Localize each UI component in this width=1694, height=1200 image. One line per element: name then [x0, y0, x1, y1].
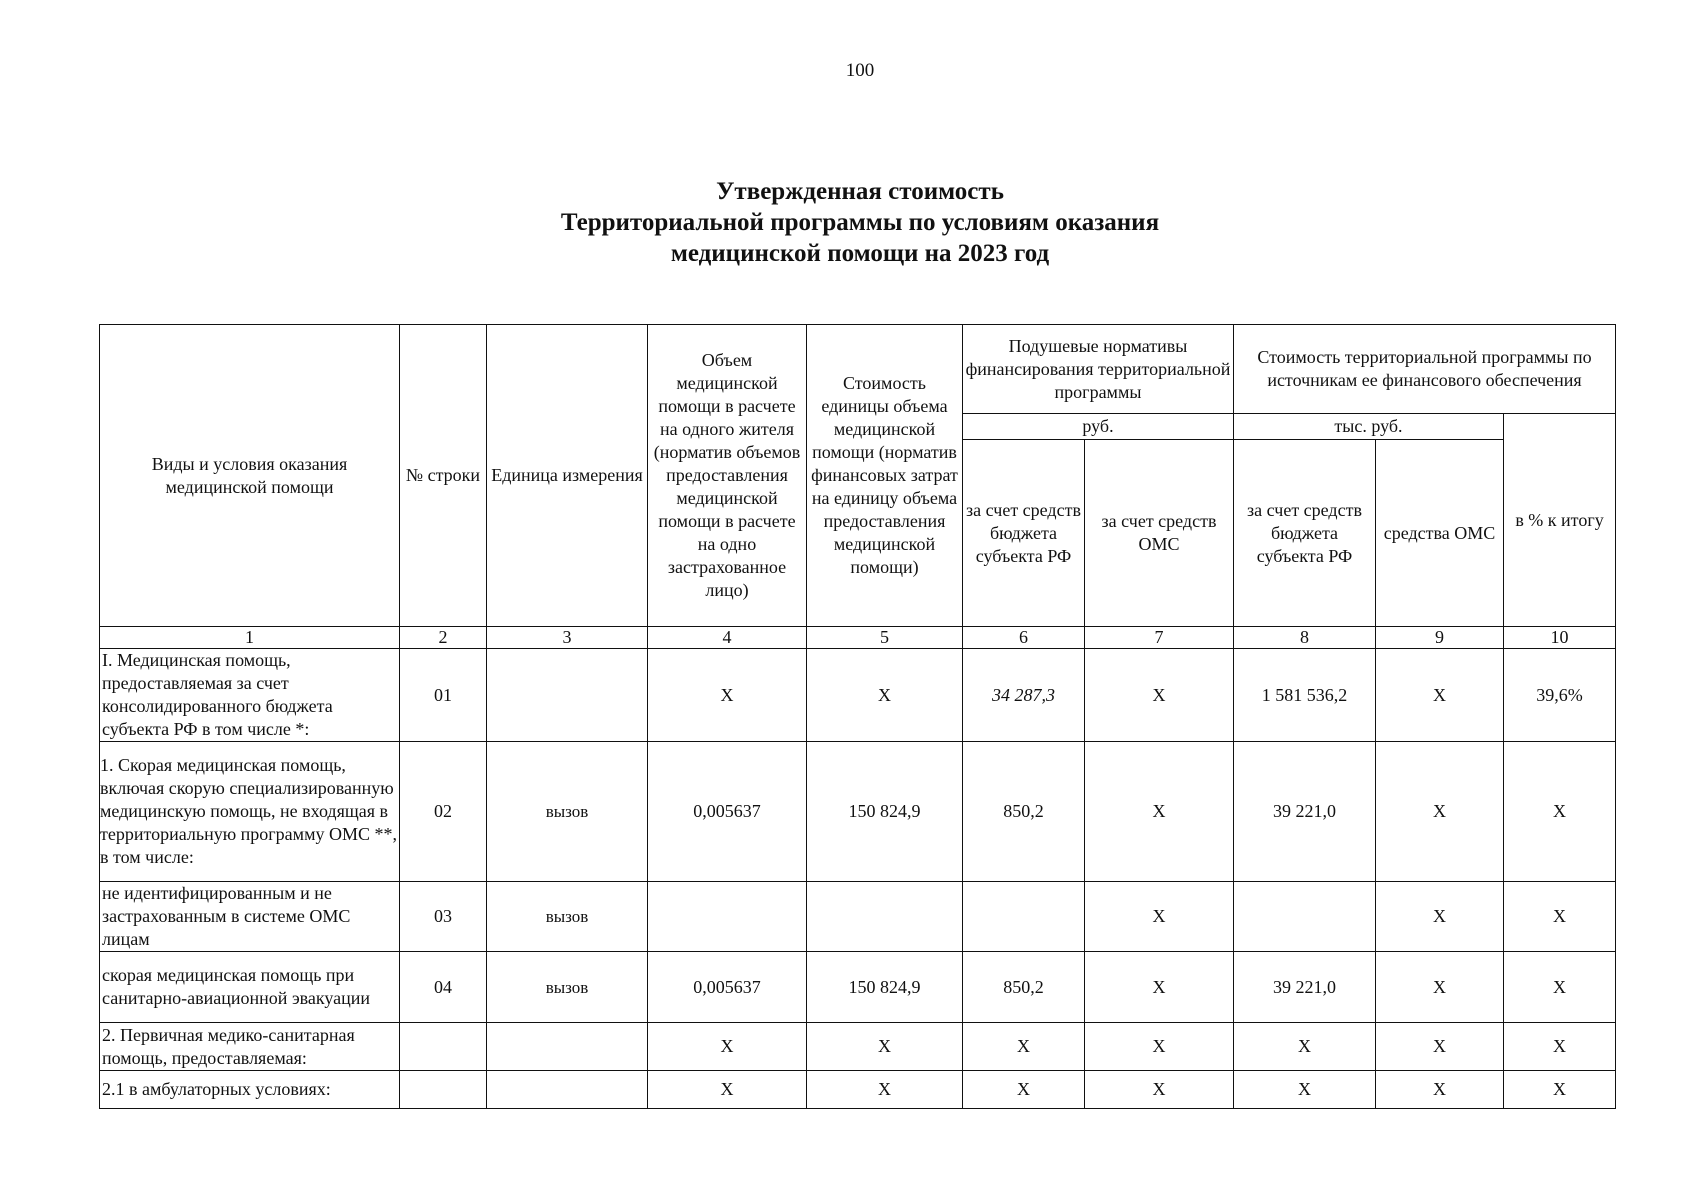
column-number: 7	[1085, 627, 1234, 649]
column-number: 5	[807, 627, 963, 649]
row-cost-oms: X	[1376, 1071, 1504, 1109]
row-cost-oms: X	[1376, 649, 1504, 742]
header-volume: Объем медицинской помощи в расчете на одного жителя (норматив объемов предоставления медицинской помощи в расчете на одно застрахованное лицо)	[648, 325, 807, 627]
row-cost-budget: 39 221,0	[1234, 742, 1376, 882]
row-per-capita-oms: X	[1085, 882, 1234, 952]
row-cost-oms: X	[1376, 882, 1504, 952]
header-per-capita-unit: руб.	[963, 414, 1234, 440]
table-row	[100, 952, 1616, 1023]
row-per-capita-budget: 34 287,3	[963, 649, 1085, 742]
row-line-number: 02	[400, 742, 487, 882]
row-cost-oms: X	[1376, 742, 1504, 882]
table-row	[100, 1071, 1616, 1109]
row-unit-cost	[807, 882, 963, 952]
column-number: 10	[1504, 627, 1616, 649]
column-number: 4	[648, 627, 807, 649]
column-number: 1	[100, 627, 400, 649]
row-name: не идентифицированным и не застрахованным в системе ОМС лицам	[100, 882, 400, 952]
row-volume: X	[648, 1071, 807, 1109]
header-unit-cost: Стоимость единицы объема медицинской помощи (норматив финансовых затрат на единицу объема предоставления медицинской помощи)	[807, 325, 963, 627]
header-cost-budget: за счет средств бюджета субъекта РФ	[1234, 440, 1376, 627]
row-unit	[487, 649, 648, 742]
header-kinds-conditions: Виды и условия оказания медицинской помощи	[100, 325, 400, 627]
row-cost-budget: X	[1234, 1071, 1376, 1109]
row-unit: вызов	[487, 882, 648, 952]
row-cost-budget	[1234, 882, 1376, 952]
row-percent: X	[1504, 1023, 1616, 1071]
row-per-capita-oms: X	[1085, 1023, 1234, 1071]
row-percent: 39,6%	[1504, 649, 1616, 742]
row-unit	[487, 1071, 648, 1109]
row-cost-oms: X	[1376, 1023, 1504, 1071]
row-per-capita-oms: X	[1085, 742, 1234, 882]
row-percent: X	[1504, 882, 1616, 952]
row-line-number: 03	[400, 882, 487, 952]
header-per-capita-oms: за счет средств ОМС	[1085, 440, 1234, 627]
header-program-cost-group: Стоимость территориальной программы по источникам ее финансового обеспечения	[1234, 325, 1616, 414]
row-unit-cost: 150 824,9	[807, 742, 963, 882]
column-number: 8	[1234, 627, 1376, 649]
row-name: скорая медицинская помощь при санитарно-авиационной эвакуации	[100, 952, 400, 1023]
row-percent: X	[1504, 742, 1616, 882]
row-per-capita-oms: X	[1085, 1071, 1234, 1109]
column-numbers-row	[100, 627, 1616, 649]
row-percent: X	[1504, 1071, 1616, 1109]
table-row	[100, 649, 1616, 742]
table-row	[100, 1023, 1616, 1071]
row-cost-budget: 1 581 536,2	[1234, 649, 1376, 742]
header-per-capita-group: Подушевые нормативы финансирования территориальной программы	[963, 325, 1234, 414]
row-name	[100, 742, 400, 882]
row-line-number	[400, 1023, 487, 1071]
row-per-capita-budget	[963, 882, 1085, 952]
row-percent: X	[1504, 952, 1616, 1023]
row-line-number	[400, 1071, 487, 1109]
column-number: 6	[963, 627, 1085, 649]
table-row	[100, 742, 1616, 882]
row-volume: 0,005637	[648, 742, 807, 882]
row-per-capita-oms: X	[1085, 952, 1234, 1023]
header-unit: Единица измерения	[487, 325, 648, 627]
document-title	[0, 176, 1694, 269]
column-number: 3	[487, 627, 648, 649]
cost-table	[99, 324, 1616, 1109]
row-per-capita-budget: 850,2	[963, 952, 1085, 1023]
title-line-3: медицинской помощи на 2023 год	[670, 240, 1050, 267]
row-line-number: 04	[400, 952, 487, 1023]
column-number: 2	[400, 627, 487, 649]
header-row-number: № строки	[400, 325, 487, 627]
row-cost-budget: 39 221,0	[1234, 952, 1376, 1023]
table-row	[100, 882, 1616, 952]
row-unit: вызов	[487, 952, 648, 1023]
row-line-number: 01	[400, 649, 487, 742]
header-program-cost-unit: тыс. руб.	[1234, 414, 1504, 440]
row-unit-cost: 150 824,9	[807, 952, 963, 1023]
row-name: I. Медицинская помощь, предоставляемая за счет консолидированного бюджета субъекта РФ в том числе *:	[100, 649, 400, 742]
row-unit-cost: X	[807, 1023, 963, 1071]
header-cost-oms: средства ОМС	[1376, 440, 1504, 627]
row-per-capita-budget: X	[963, 1071, 1085, 1109]
row-volume	[648, 882, 807, 952]
row-per-capita-budget: X	[963, 1023, 1085, 1071]
page-number: 100	[845, 60, 875, 81]
title-line-2: Территориальной программы по условиям оказания	[560, 209, 1160, 236]
row-volume: 0,005637	[648, 952, 807, 1023]
header-per-capita-budget: за счет средств бюджета субъекта РФ	[963, 440, 1085, 627]
row-name-text: 1. Скорая медицинская помощь, включая скорую специализированную медицинскую помощь, не входящая в территориальную программу ОМС **, в том числе:	[100, 755, 397, 867]
row-cost-budget: X	[1234, 1023, 1376, 1071]
row-per-capita-budget: 850,2	[963, 742, 1085, 882]
row-per-capita-oms: X	[1085, 649, 1234, 742]
row-unit-cost: X	[807, 649, 963, 742]
title-line-1: Утвержденная стоимость	[716, 178, 1004, 205]
header-percent-of-total: в % к итогу	[1504, 414, 1616, 627]
row-volume: X	[648, 649, 807, 742]
column-number: 9	[1376, 627, 1504, 649]
row-name: 2. Первичная медико-санитарная помощь, предоставляемая:	[100, 1023, 400, 1071]
row-volume: X	[648, 1023, 807, 1071]
row-unit: вызов	[487, 742, 648, 882]
row-unit	[487, 1023, 648, 1071]
row-unit-cost: X	[807, 1071, 963, 1109]
row-cost-oms: X	[1376, 952, 1504, 1023]
row-name: 2.1 в амбулаторных условиях:	[100, 1071, 400, 1109]
